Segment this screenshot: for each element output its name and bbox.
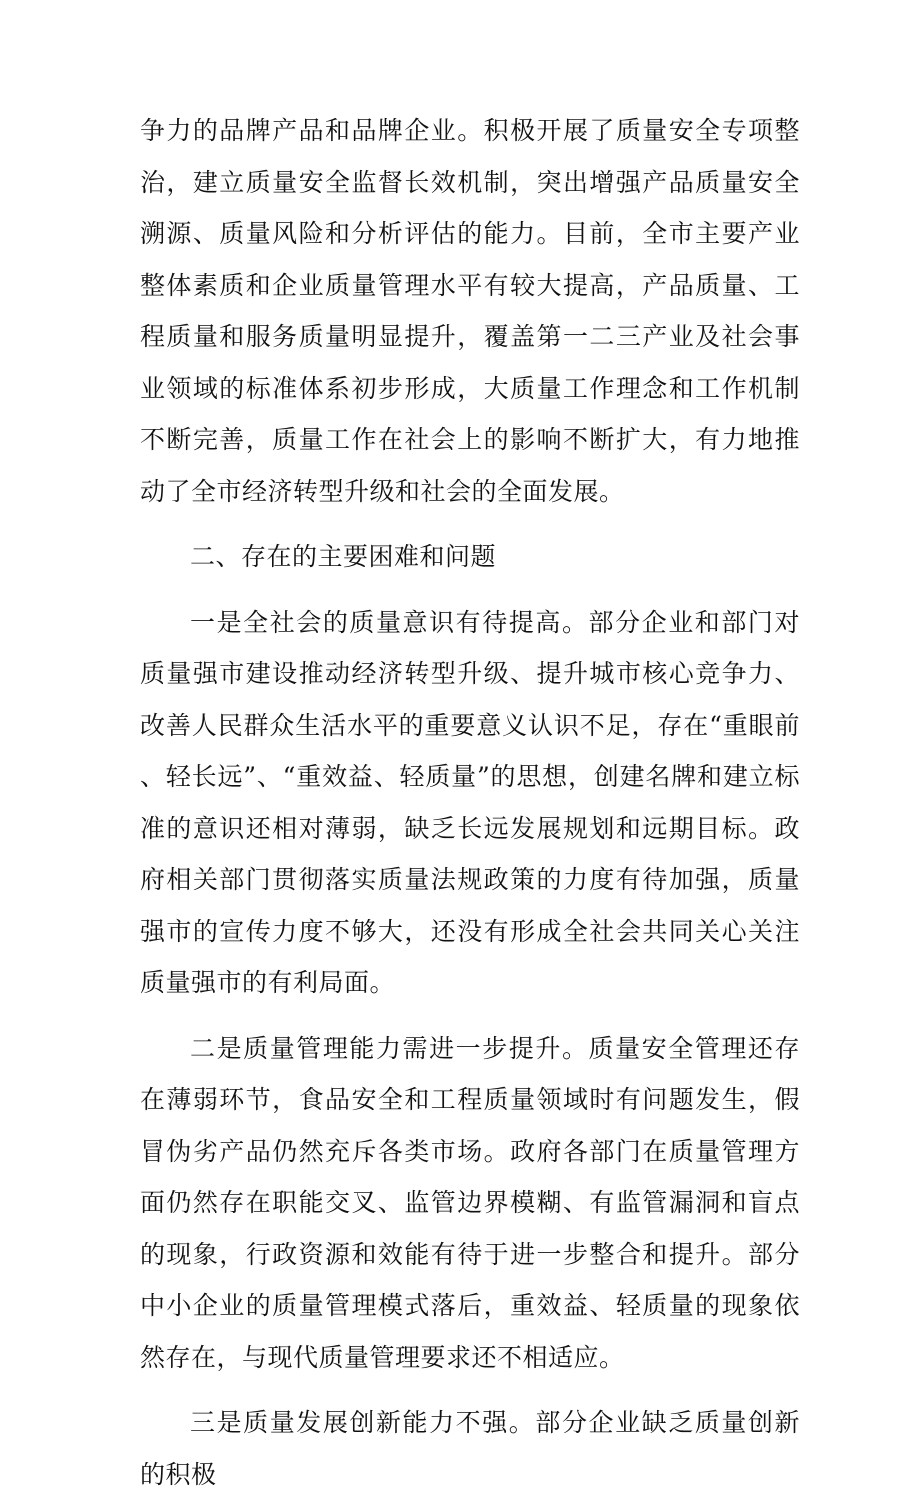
section-heading: 二、存在的主要困难和问题: [190, 542, 497, 571]
paragraph-innovation: 三是质量发展创新能力不强。部分企业缺乏质量创新的积极: [140, 1408, 800, 1489]
document-body: [140, 105, 800, 1500]
paragraph-awareness: 一是全社会的质量意识有待提高。部分企业和部门对质量强市建设推动经济转型升级、提升城市核心竞争力、改善人民群众生活水平的重要意义认识不足，存在“重眼前、轻长远”、“重效益、轻质量”的思想，创建名牌和建立标准的意识还相对薄弱，缺乏长远发展规划和远期目标。政府相关部门贯彻落实质量法规政策的力度有待加强，质量强市的宣传力度不够大，还没有形成全社会共同关心关注质量强市的有利局面。: [140, 607, 800, 997]
paragraph-continued: 争力的品牌产品和品牌企业。积极开展了质量安全专项整治，建立质量安全监督长效机制，突出增强产品质量安全溯源、质量风险和分析评估的能力。目前，全市主要产业整体素质和企业质量管理水平有较大提高，产品质量、工程质量和服务质量明显提升，覆盖第一二三产业及社会事业领域的标准体系初步形成，大质量工作理念和工作机制不断完善，质量工作在社会上的影响不断扩大，有力地推动了全市经济转型升级和社会的全面发展。: [140, 116, 800, 506]
paragraph-management: 二是质量管理能力需进一步提升。质量安全管理还存在薄弱环节，食品安全和工程质量领域时有问题发生，假冒伪劣产品仍然充斥各类市场。政府各部门在质量管理方面仍然存在职能交叉、监管边界模糊、有监管漏洞和盲点的现象，行政资源和效能有待于进一步整合和提升。部分中小企业的质量管理模式落后，重效益、轻质量的现象依然存在，与现代质量管理要求还不相适应。: [140, 1033, 800, 1372]
